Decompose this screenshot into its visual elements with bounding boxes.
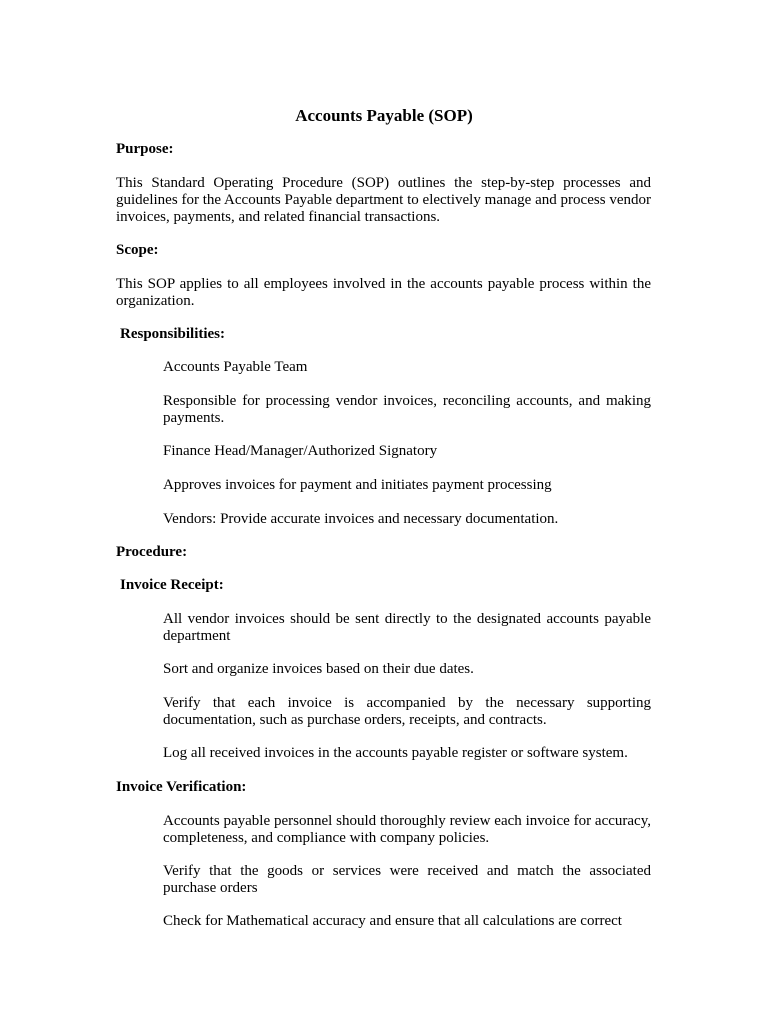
- invoice-verification-heading: Invoice Verification:: [116, 779, 247, 795]
- purpose-heading: Purpose:: [116, 141, 174, 157]
- invoice-receipt-item: Sort and organize invoices based on their due dates.: [163, 661, 474, 677]
- invoice-verification-item: Accounts payable personnel should thoroughly review each invoice for accuracy, completeness, and compliance with company policies.: [163, 813, 651, 846]
- purpose-text: This Standard Operating Procedure (SOP) outlines the step-by-step processes and guidelines for the Accounts Payable department to electively manage and process vendor invoices, payments, and related financial transactions.: [116, 175, 651, 225]
- invoice-receipt-heading: Invoice Receipt:: [120, 577, 224, 593]
- scope-heading: Scope:: [116, 242, 159, 258]
- invoice-receipt-item: Verify that each invoice is accompanied by the necessary supporting documentation, such as purchase orders, receipts, and contracts.: [163, 695, 651, 728]
- responsibility-item: Responsible for processing vendor invoices, reconciling accounts, and making payments.: [163, 393, 651, 426]
- invoice-receipt-item: All vendor invoices should be sent directly to the designated accounts payable department: [163, 611, 651, 644]
- responsibility-item: Approves invoices for payment and initiates payment processing: [163, 477, 552, 493]
- invoice-verification-item: Check for Mathematical accuracy and ensure that all calculations are correct: [163, 913, 622, 929]
- responsibility-item: Finance Head/Manager/Authorized Signatory: [163, 443, 438, 459]
- scope-text: This SOP applies to all employees involved in the accounts payable process within the organization.: [116, 276, 651, 309]
- responsibilities-heading: Responsibilities:: [120, 326, 226, 342]
- document-title: Accounts Payable (SOP): [295, 106, 473, 125]
- responsibility-item: Accounts Payable Team: [163, 359, 308, 375]
- invoice-verification-item: Verify that the goods or services were received and match the associated purchase orders: [163, 863, 651, 896]
- procedure-heading: Procedure:: [116, 544, 188, 560]
- responsibility-item: Vendors: Provide accurate invoices and necessary documentation.: [163, 511, 559, 527]
- invoice-receipt-item: Log all received invoices in the accounts payable register or software system.: [163, 745, 628, 761]
